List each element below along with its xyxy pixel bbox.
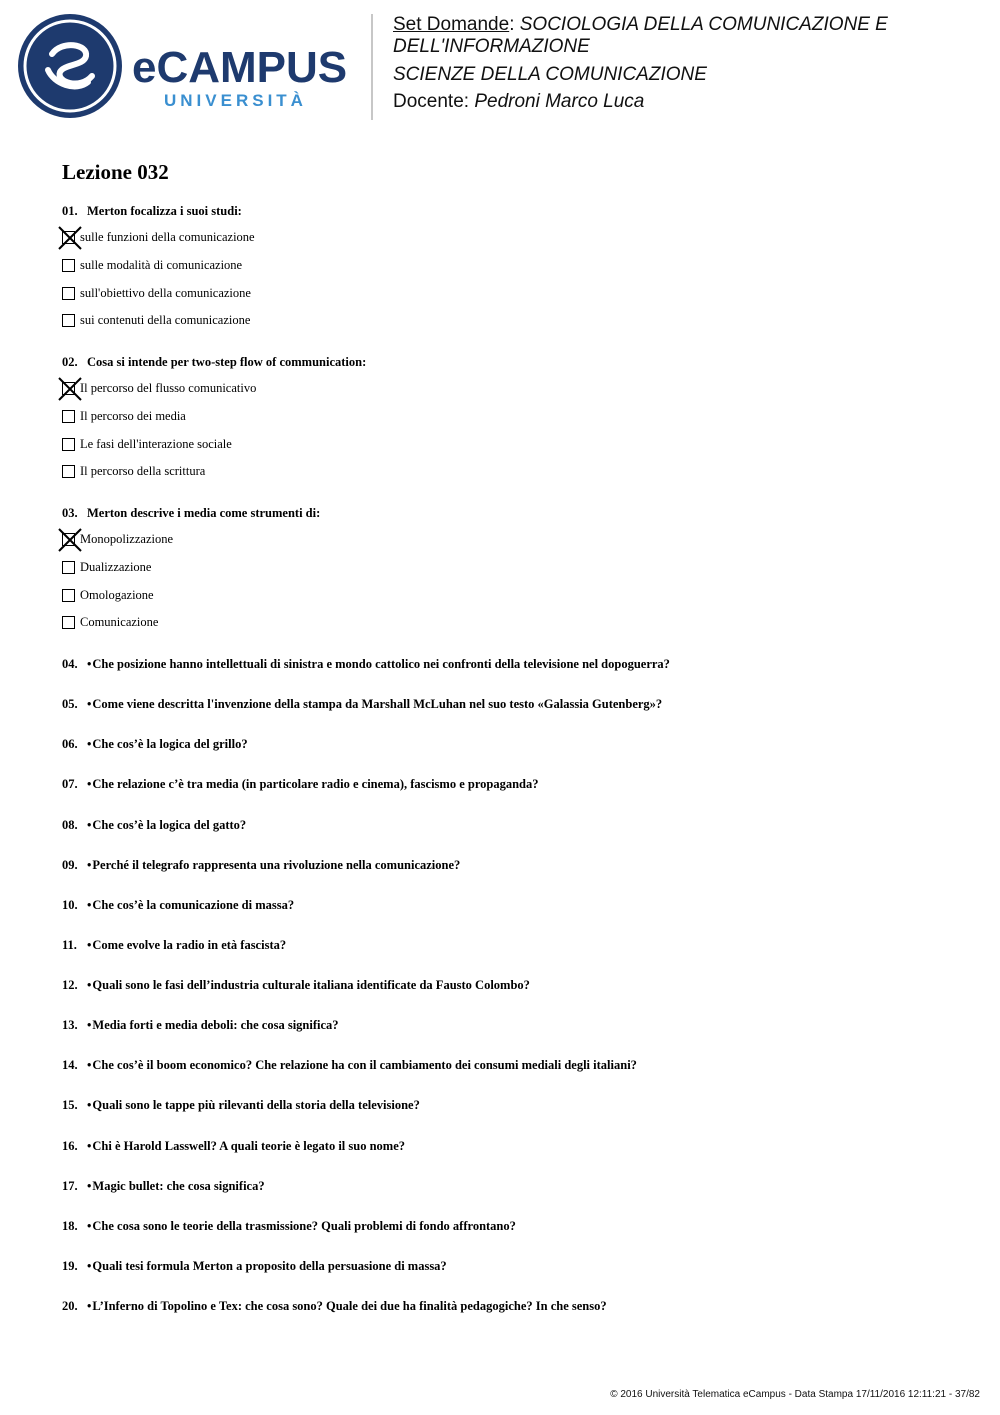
bullet-icon: • [87, 938, 92, 952]
mc-question: 03. Merton descrive i media come strumenti di: [62, 506, 321, 520]
checkbox[interactable] [62, 438, 75, 451]
open-question: 06. •Che cos’è la logica del grillo? [62, 737, 248, 751]
checkbox-checked[interactable] [62, 231, 75, 244]
bullet-icon: • [87, 1179, 92, 1193]
bullet-icon: • [87, 737, 92, 751]
open-question: 07. •Che relazione c’è tra media (in particolare radio e cinema), fascismo e propaganda? [62, 777, 539, 791]
open-question: 13. •Media forti e media deboli: che cosa significa? [62, 1018, 339, 1032]
bullet-icon: • [87, 657, 92, 671]
bullet-icon: • [87, 1219, 92, 1233]
course-name-line1: SOCIOLOGIA DELLA COMUNICAZIONE E [519, 14, 888, 35]
bullet-icon: • [87, 818, 92, 832]
open-question: 09. •Perché il telegrafo rappresenta una rivoluzione nella comunicazione? [62, 858, 461, 872]
bullet-icon: • [87, 697, 92, 711]
degree-name: SCIENZE DELLA COMUNICAZIONE [393, 64, 707, 85]
checkbox[interactable] [62, 287, 75, 300]
checkbox-checked[interactable] [62, 382, 75, 395]
bullet-icon: • [87, 1098, 92, 1112]
bullet-icon: • [87, 978, 92, 992]
open-question: 14. •Che cos’è il boom economico? Che relazione ha con il cambiamento dei consumi mediali degli italiani? [62, 1058, 637, 1072]
open-question: 16. •Chi è Harold Lasswell? A quali teorie è legato il suo nome? [62, 1139, 406, 1153]
checkbox[interactable] [62, 465, 75, 478]
bullet-icon: • [87, 1299, 92, 1313]
lesson-title: Lezione 032 [62, 160, 169, 184]
mc-question: 01. Merton focalizza i suoi studi: [62, 204, 242, 218]
course-name-line2: DELL'INFORMAZIONE [393, 36, 590, 57]
checkbox[interactable] [62, 561, 75, 574]
header-divider [371, 14, 373, 120]
open-question: 15. •Quali sono le tappe più rilevanti della storia della televisione? [62, 1098, 420, 1112]
logo-wordmark: eCAMPUS [132, 43, 348, 92]
open-question: 04. •Che posizione hanno intellettuali di sinistra e mondo cattolico nei confronti della televisione nel dopoguerra? [62, 657, 670, 671]
checkbox[interactable] [62, 314, 75, 327]
checkbox[interactable] [62, 410, 75, 423]
open-question: 19. •Quali tesi formula Merton a proposito della persuasione di massa? [62, 1259, 447, 1273]
bullet-icon: • [87, 777, 92, 791]
set-label: Set Domande [393, 14, 510, 35]
open-question: 08. •Che cos’è la logica del gatto? [62, 818, 247, 832]
checkbox-checked[interactable] [62, 533, 75, 546]
bullet-icon: • [87, 898, 92, 912]
page-footer: © 2016 Università Telematica eCampus - Data Stampa 17/11/2016 12:11:21 - 37/82 [610, 1389, 980, 1400]
checkbox[interactable] [62, 616, 75, 629]
teacher-label: Docente: [393, 91, 470, 112]
open-question: 12. •Quali sono le fasi dell’industria culturale italiana identificate da Fausto Colombo? [62, 978, 530, 992]
logo-subtitle: UNIVERSITÀ [164, 91, 307, 110]
header-info [393, 14, 983, 112]
bullet-icon: • [87, 858, 92, 872]
teacher-name: Pedroni Marco Luca [474, 91, 645, 112]
bullet-icon: • [87, 1058, 92, 1072]
bullet-icon: • [87, 1259, 92, 1273]
bullet-icon: • [87, 1018, 92, 1032]
course-title: Set Domande: SOCIOLOGIA DELLA COMUNICAZIONE E DELL'INFORMAZIONE [393, 14, 888, 57]
ecampus-logo [14, 14, 359, 119]
open-question: 11. •Come evolve la radio in età fascista? [62, 938, 287, 952]
open-question: 05. •Come viene descritta l'invenzione della stampa da Marshall McLuhan nel suo testo «Galassia Gutenberg»? [62, 697, 663, 711]
open-question: 20. •L’Inferno di Topolino e Tex: che cosa sono? Quale dei due ha finalità pedagogiche? In che senso? [62, 1299, 607, 1313]
open-question: 17. •Magic bullet: che cosa significa? [62, 1179, 265, 1193]
checkbox[interactable] [62, 259, 75, 272]
bullet-icon: • [87, 1139, 92, 1153]
mc-question: 02. Cosa si intende per two-step flow of communication: [62, 355, 367, 369]
checkbox[interactable] [62, 589, 75, 602]
open-question: 18. •Che cosa sono le teorie della trasmissione? Quali problemi di fondo affrontano? [62, 1219, 516, 1233]
open-question: 10. •Che cos’è la comunicazione di massa? [62, 898, 295, 912]
